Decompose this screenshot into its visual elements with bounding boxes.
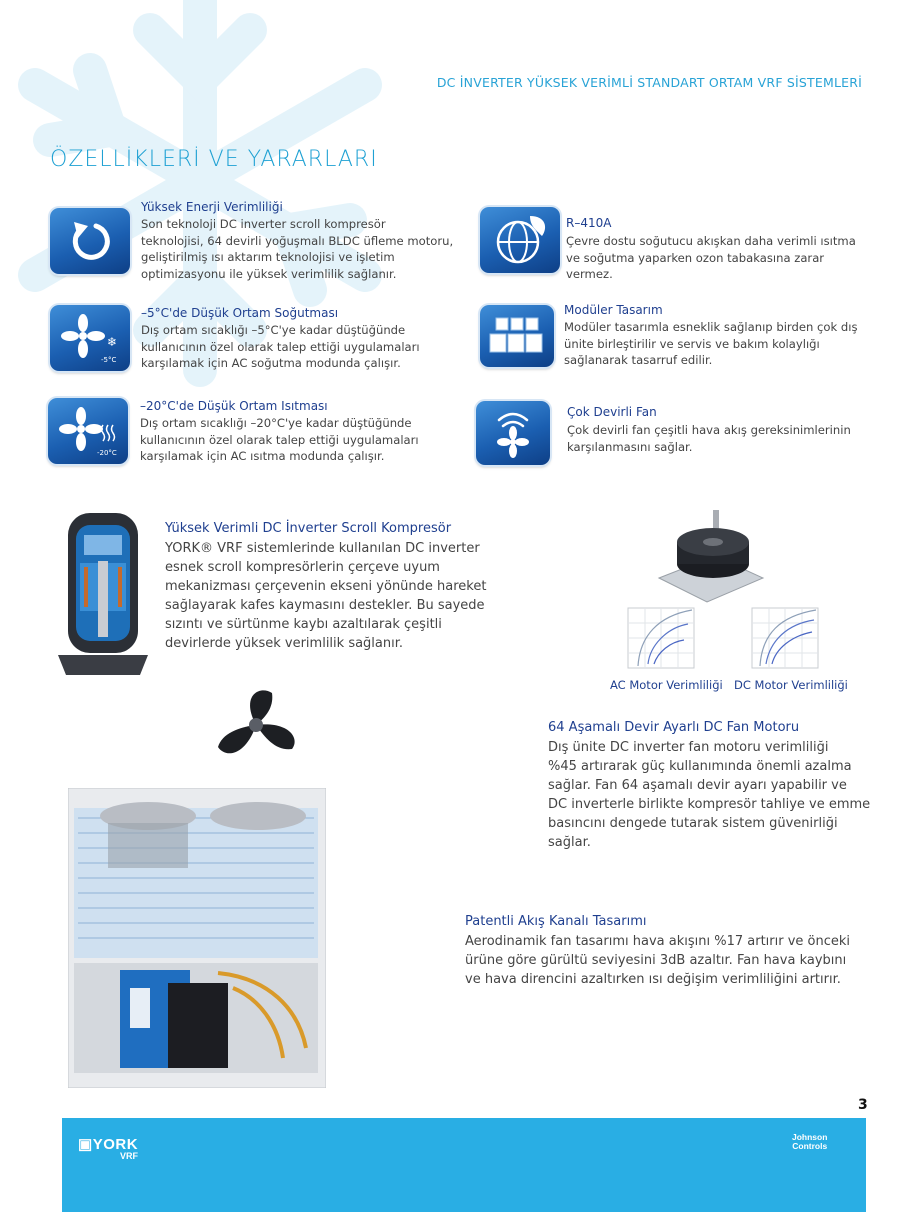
globe-leaf-icon: [480, 207, 560, 273]
feature-title: Çok Devirli Fan: [567, 405, 657, 419]
dc-motor-efficiency-chart: [742, 606, 822, 678]
refresh-arrow-icon: [50, 208, 130, 274]
feature-description: Çok devirli fan çeşitli hava akış gereksinimlerinin karşılanmasını sağlar.: [567, 423, 851, 454]
svg-text:❄: ❄: [107, 335, 118, 349]
fan-speed-icon: [476, 401, 550, 465]
feature-title: R–410A: [566, 216, 612, 230]
fan-heat-icon: [48, 398, 128, 464]
header-title: DC İNVERTER YÜKSEK VERİMLİ STANDART ORTAM VRF SİSTEMLERİ: [436, 75, 862, 90]
johnson-controls-logo: Johnson Controls: [792, 1132, 828, 1151]
temperature-badge: -5°C: [101, 356, 117, 364]
ac-motor-caption: AC Motor Verimliliği: [610, 678, 723, 692]
york-logo-mark: ▣: [78, 1136, 93, 1153]
feature-title: Yüksek Enerji Verimliliği: [141, 200, 283, 214]
fan-blade-image: [210, 685, 305, 767]
feature-description: Modüler tasarımla esneklik sağlanıp birden çok dış ünite birleştirilir ve servis ve bakım kolaylığı sağlanarak tasarruf edilir.: [564, 320, 858, 367]
temperature-badge: -20°C: [97, 449, 117, 457]
feature-title: –20°C'de Düşük Ortam Isıtması: [140, 399, 328, 413]
feature-description: Dış ortam sıcaklığı –5°C'ye kadar düştüğünde kullanıcının özel olarak talep ettiği uygulamaları karşılamak için AC soğutma modunda çalışır.: [141, 323, 420, 370]
compressor-description: YORK® VRF sistemlerinde kullanılan DC inverter esnek scroll kompresörlerin çerçeve uyum mekanizması çerçevenin ekseni yönünde hareket sağlayarak kafes kaymasını destekler. Bu sayede sızıntı ve sürtünme kaybı azaltılarak çeşitli devirlerde yüksek verimlilik sağlanır.: [165, 541, 487, 651]
feature-title: –5°C'de Düşük Ortam Soğutması: [141, 306, 339, 320]
modules-icon: [480, 305, 554, 367]
feature-description: Çevre dostu soğutucu akışkan daha verimli ısıtma ve soğutma yaparken ozon tabakasına zarar vermez.: [566, 234, 856, 281]
scroll-compressor-image: [48, 505, 158, 680]
feature-title: Modüler Tasarım: [564, 303, 663, 317]
compressor-title: Yüksek Verimli DC İnverter Scroll Kompresör: [165, 521, 452, 536]
section-title: ÖZELLİKLERİ VE YARARLARI: [50, 147, 378, 172]
outdoor-unit-cutaway-image: [68, 788, 326, 1088]
fan-motor-title: 64 Aşamalı Devir Ayarlı DC Fan Motoru: [548, 720, 800, 735]
dc-fan-motor-image: [655, 508, 765, 608]
feature-description: Dış ortam sıcaklığı –20°C'ye kadar düştüğünde kullanıcının özel olarak talep ettiği uygulamaları karşılamak için AC ısıtma modunda çalışır.: [140, 416, 419, 463]
flow-channel-description: Aerodinamik fan tasarımı hava akışını %17 artırır ve önceki ürüne göre gürültü seviyesini 3dB azaltır. Fan hava kaybını ve hava direncini azaltırken ısı değişim verimliliğini artırır.: [465, 934, 851, 987]
flow-channel-title: Patentli Akış Kanalı Tasarımı: [465, 914, 647, 929]
page-number: 3: [858, 1097, 868, 1113]
york-vrf-logo: ▣YORK VRF: [78, 1136, 139, 1161]
feature-description: Son teknoloji DC inverter scroll kompresör teknolojisi, 64 devirli yoğuşmalı BLDC üfleme motoru, geliştirilmiş ısı aktarım teknolojisi ve işletim optimizasyonu ile yüksek verimlilik sağlanır.: [141, 217, 454, 281]
dc-motor-caption: DC Motor Verimliliği: [734, 678, 848, 692]
fan-snow-icon: [50, 305, 130, 371]
fan-motor-description: Dış ünite DC inverter fan motoru verimliliği %45 artırarak güç kullanımında önemli azalma sağlar. Fan 64 aşamalı devir ayarı yapabilir ve DC inverterle birlikte kompresör tahliye ve emme basıncını dengede tutarak sistem güvenirliği sağlar.: [548, 740, 871, 850]
footer-band: [62, 1118, 866, 1212]
ac-motor-efficiency-chart: [618, 606, 698, 678]
